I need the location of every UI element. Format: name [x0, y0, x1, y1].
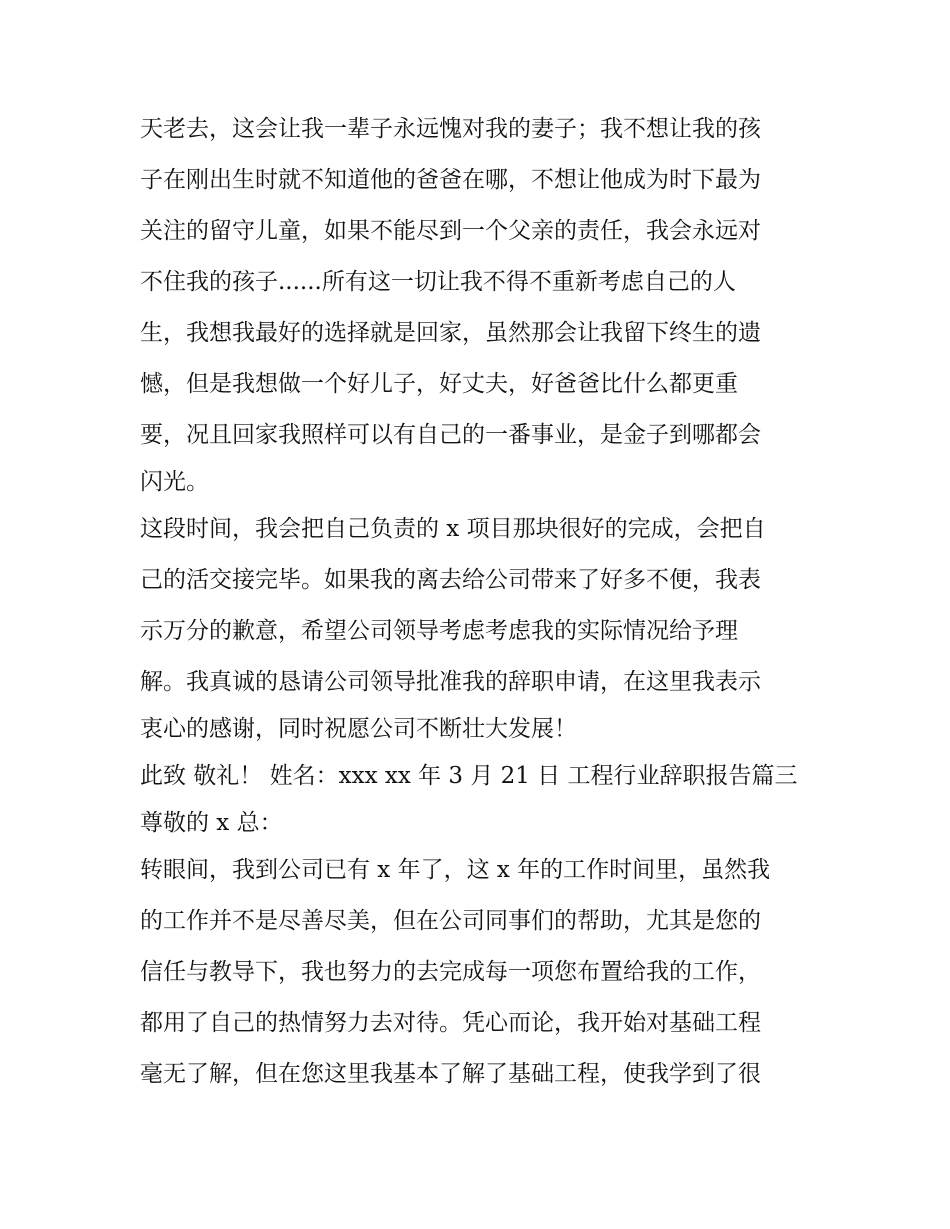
text-line: 要，况且回家我照样可以有自己的一番事业，是金子到哪都会: [140, 422, 761, 448]
text-line: 信任与教导下，我也努力的去完成每一项您布置给我的工作，: [140, 959, 761, 985]
text-line: 生，我想我最好的选择就是回家，虽然那会让我留下终生的遗: [140, 320, 761, 346]
text-line: 示万分的歉意，希望公司领导考虑考虑我的实际情况给予理: [140, 618, 738, 644]
text-line: 闪光。: [140, 469, 209, 495]
text-line: 天老去，这会让我一辈子永远愧对我的妻子；我不想让我的孩: [140, 116, 761, 142]
text-line: 子在刚出生时就不知道他的爸爸在哪，不想让他成为时下最为: [140, 167, 761, 193]
text-line: 憾，但是我想做一个好儿子，好丈夫，好爸爸比什么都更重: [140, 371, 738, 397]
text-line: 这段时间，我会把自己负责的 x 项目那块很好的完成，会把自: [140, 516, 766, 542]
text-line: 的工作并不是尽善尽美，但在公司同事们的帮助，尤其是您的: [140, 908, 761, 934]
text-line: 关注的留守儿童，如果不能尽到一个父亲的责任，我会永远对: [140, 218, 761, 244]
text-line: 此致 敬礼！ 姓名：xxx xx 年 3 月 21 日 工程行业辞职报告篇三: [140, 763, 798, 789]
text-line: 毫无了解，但在您这里我基本了解了基础工程，使我学到了很: [140, 1061, 761, 1087]
text-line: 衷心的感谢，同时祝愿公司不断壮大发展！: [140, 716, 577, 742]
text-line: 尊敬的 x 总：: [140, 810, 283, 836]
text-line: 解。我真诚的恳请公司领导批准我的辞职申请，在这里我表示: [140, 669, 761, 695]
document-body: [140, 104, 820, 1100]
text-line: 都用了自己的热情努力去对待。凭心而论，我开始对基础工程: [140, 1010, 761, 1036]
text-line: 己的活交接完毕。如果我的离去给公司带来了好多不便，我表: [140, 567, 761, 593]
text-line: 转眼间，我到公司已有 x 年了，这 x 年的工作时间里，虽然我: [140, 857, 771, 883]
text-line: 不住我的孩子......所有这一切让我不得不重新考虑自己的人: [140, 269, 736, 295]
